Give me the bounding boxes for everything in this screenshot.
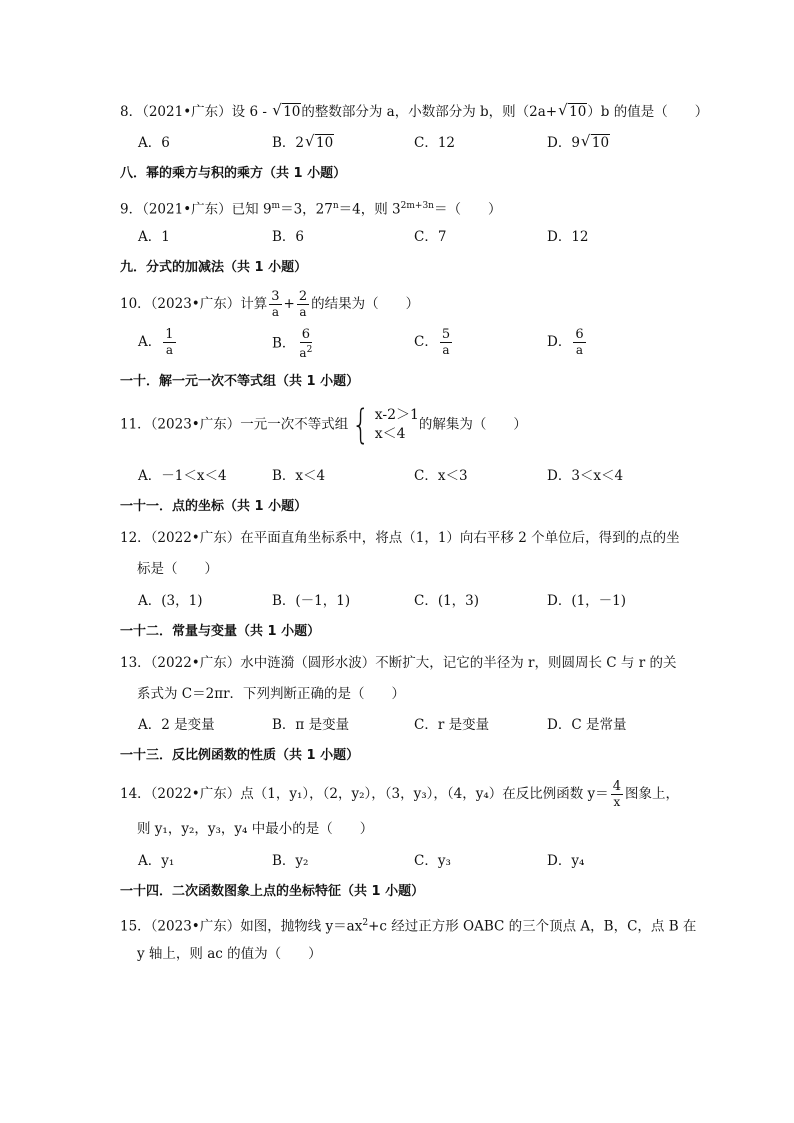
q12-option-b: B．(－1，1) [272,593,351,609]
q8-option-a: A．6 [138,135,170,151]
question-14-line-1: 14．（2022•广东）点（1，y₁），（2，y₂），（3，y₃），（4，y₄）在反比例函数 y＝ $\frac{4}{x}$ 图象上， [120,779,679,809]
q11-option-a: A．－1＜x＜4 [138,468,227,484]
q11-option-c: C．x＜3 [414,468,468,484]
question-12-line-1: 12．（2022•广东）在平面直角坐标系中，将点（1，1）向右平移 2 个单位后，得到的点的坐 [120,530,680,546]
fraction: $\frac{4}{x}$ [612,779,621,809]
q8-option-b: B．2√ 10 [272,133,334,153]
inequality-system: { x-2＞1 x＜4 [352,402,419,448]
q11-option-b: B．x＜4 [272,468,326,484]
q13-option-b: B．π 是变量 [272,717,350,733]
q9-option-a: A．1 [138,229,170,245]
section-heading-9: 九．分式的加减法（共 1 小题） [120,260,308,275]
section-heading-8: 八．幂的乘方与积的乘方（共 1 小题） [120,166,347,181]
q10-option-b: B． $\frac{6}{a^2}$ [272,327,313,360]
fraction: $\frac{3}{a}$ [271,289,280,319]
question-8-stem [120,102,708,122]
q10-option-a: A． $\frac{1}{a}$ [138,327,174,357]
question-14-line-2: 则 y₁，y₂，y₃，y₄ 中最小的是（ ） [137,821,374,837]
q8-text-c: ）b 的值是（ ） [587,104,709,120]
section-heading-11: 一十一．点的坐标（共 1 小题） [120,499,308,514]
q14-option-a: A．y₁ [138,853,175,869]
question-13-line-2: 系式为 C＝2πr．下列判断正确的是（ ） [137,686,406,702]
question-9-stem: 9．（2021•广东）已知 $9^m=3$，$27^n=4$，则 $3^{2m+3n}=$（ ） [120,201,502,218]
q13-option-a: A．2 是变量 [138,717,215,733]
sqrt-symbol: √ 10 [273,102,301,122]
section-heading-12: 一十二．常量与变量（共 1 小题） [120,624,321,639]
question-12-line-2: 标是（ ） [137,561,218,577]
q14-option-b: B．y₂ [272,853,309,869]
question-15-line-2: y 轴上，则 ac 的值为（ ） [137,946,322,962]
fraction: $\frac{2}{a}$ [298,289,308,319]
sqrt-symbol: √ 10 [582,133,610,153]
section-heading-10: 一十．解一元一次不等式组（共 1 小题） [120,374,360,389]
q14-option-d: D．y₄ [547,853,585,869]
q12-option-a: A．(3，1) [138,593,203,609]
q14-option-c: C．y₃ [414,853,451,869]
q12-option-d: D．(1，－1) [547,593,627,609]
section-heading-13: 一十三．反比例函数的性质（共 1 小题） [120,748,360,763]
q11-option-d: D．3＜x＜4 [547,468,624,484]
q13-option-c: C．r 是变量 [414,717,490,733]
q9-option-b: B．6 [272,229,305,245]
q8-option-d: D．9√ 10 [547,133,610,153]
q8-option-c: C．12 [414,135,456,151]
q9-option-c: C．7 [414,229,447,245]
sqrt-symbol: √ 10 [306,133,334,153]
question-13-line-1: 13．（2022•广东）水中涟漪（圆形水波）不断扩大，记它的半径为 r，则圆周长 C 与 r 的关 [120,655,677,671]
sqrt-symbol: √ 10 [559,102,587,122]
question-11-stem: 11．（2023•广东）一元一次不等式组 { x-2＞1 x＜4 的解集为（ ） [120,402,527,448]
question-10-stem: 10．（2023•广东）计算 $\frac{3}{a}$ + $\frac{2}{a}$ 的结果为（ ） [120,289,420,319]
q13-option-d: D．C 是常量 [547,717,627,733]
question-15-line-1: 15．（2023•广东）如图，抛物线 $y=ax^2+c$ 经过正方形 OABC 的三个顶点 A，B，C，点 B 在 [120,918,697,935]
q9-option-d: D．12 [547,229,589,245]
q8-text-b: 的整数部分为 a，小数部分为 b，则（2a+ [301,104,558,120]
q10-option-d: D． $\frac{6}{a}$ [547,327,584,357]
q12-option-c: C．(1，3) [414,593,480,609]
section-heading-14: 一十四．二次函数图象上点的坐标特征（共 1 小题） [120,884,425,899]
q8-text-a: 8．（2021•广东）设 6 - [120,104,272,120]
q10-option-c: C． $\frac{5}{a}$ [414,327,451,357]
